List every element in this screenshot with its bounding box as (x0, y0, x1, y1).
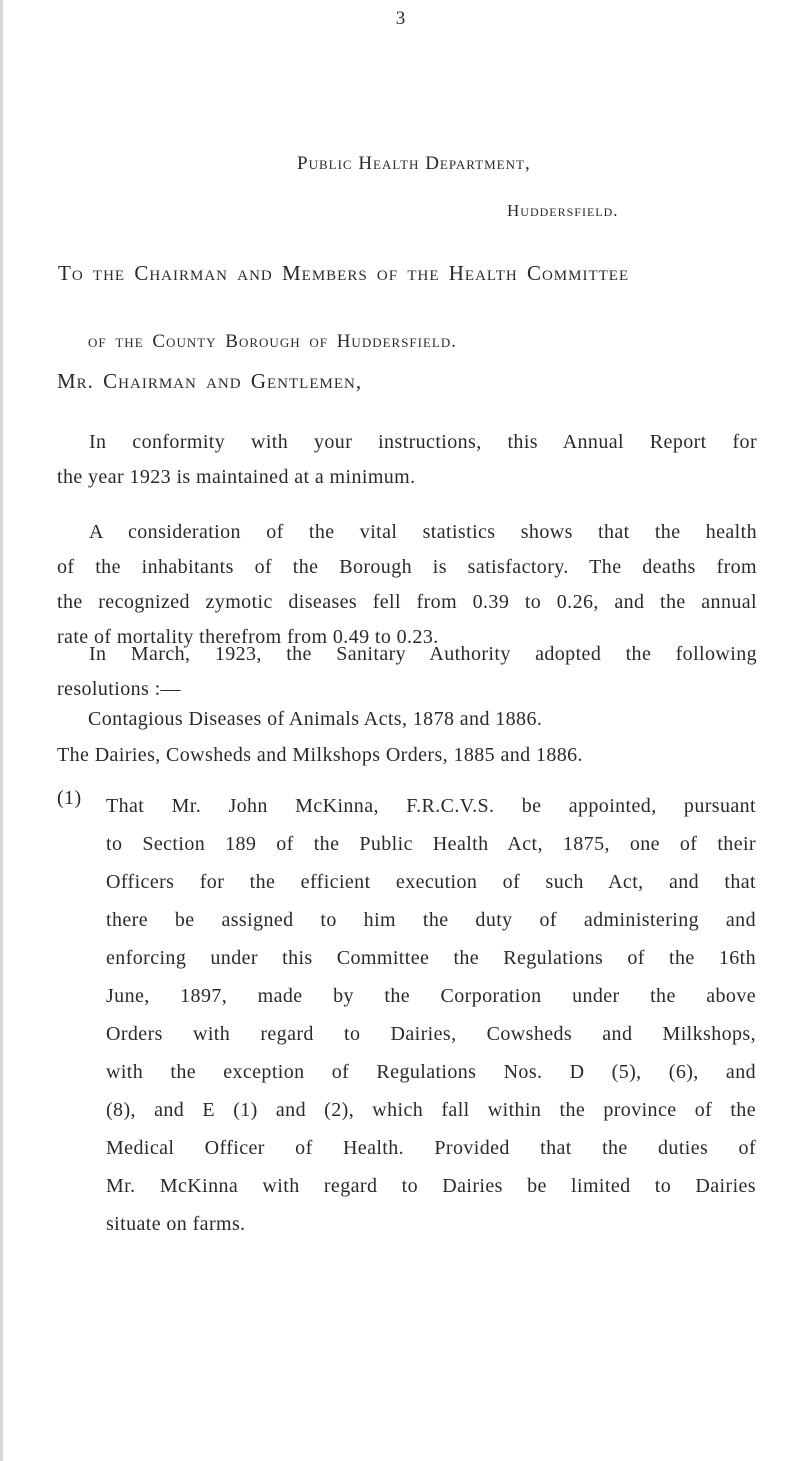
paragraph-line: the year 1923 is maintained at a minimum. (57, 466, 416, 488)
paragraph-resolutions-intro (57, 637, 757, 707)
department-heading: Public Health Department, (297, 153, 531, 174)
resolution-line: situate on farms. (106, 1213, 246, 1235)
address-line-2: of the County Borough of Huddersfield. (88, 331, 458, 352)
paragraph-line: In March, 1923, the Sanitary Authority adopted the following (89, 643, 757, 665)
resolution-line: enforcing under this Committee the Regulations of the 16th (106, 947, 756, 969)
resolution-line: Mr. McKinna with regard to Dairies be limited to Dairies (106, 1175, 756, 1197)
resolution-line: (8), and E (1) and (2), which fall within the province of the (106, 1099, 756, 1121)
paragraph-line: In conformity with your instructions, this Annual Report for (89, 431, 757, 453)
page-number: 3 (395, 8, 406, 29)
resolution-line: with the exception of Regulations Nos. D (5), (6), and (106, 1061, 756, 1083)
paragraph-line: rate of mortality therefrom from 0.49 to 0.23. (57, 626, 439, 648)
resolution-text (106, 787, 756, 1243)
town-heading: Huddersfield. (507, 201, 619, 220)
paragraph-line: the recognized zymotic diseases fell from 0.39 to 0.26, and the annual (57, 591, 757, 613)
paragraph-line: resolutions :— (57, 678, 181, 700)
act-title-1: Contagious Diseases of Animals Acts, 1878 and 1886. (88, 708, 543, 730)
address-line-1: To the Chairman and Members of the Health Committee (58, 261, 630, 285)
page-edge-shadow (0, 0, 3, 1461)
resolution-line: Orders with regard to Dairies, Cowsheds and Milkshops, (106, 1023, 756, 1045)
resolution-line: That Mr. John McKinna, F.R.C.V.S. be appointed, pursuant (106, 795, 756, 817)
resolution-line: there be assigned to him the duty of administering and (106, 909, 756, 931)
paragraph-statistics (57, 515, 757, 655)
paragraph-intro (57, 425, 757, 495)
paragraph-line: A consideration of the vital statistics shows that the health (89, 521, 757, 543)
resolution-line: June, 1897, made by the Corporation under the above (106, 985, 756, 1007)
resolution-line: Medical Officer of Health. Provided that the duties of (106, 1137, 756, 1159)
resolution-line: Officers for the efficient execution of such Act, and that (106, 871, 756, 893)
paragraph-line: of the inhabitants of the Borough is satisfactory. The deaths from (57, 556, 757, 578)
resolution-number: (1) (57, 787, 82, 809)
resolution-line: to Section 189 of the Public Health Act, 1875, one of their (106, 833, 756, 855)
salutation: Mr. Chairman and Gentlemen, (57, 369, 363, 393)
act-title-2: The Dairies, Cowsheds and Milkshops Orders, 1885 and 1886. (57, 744, 583, 766)
